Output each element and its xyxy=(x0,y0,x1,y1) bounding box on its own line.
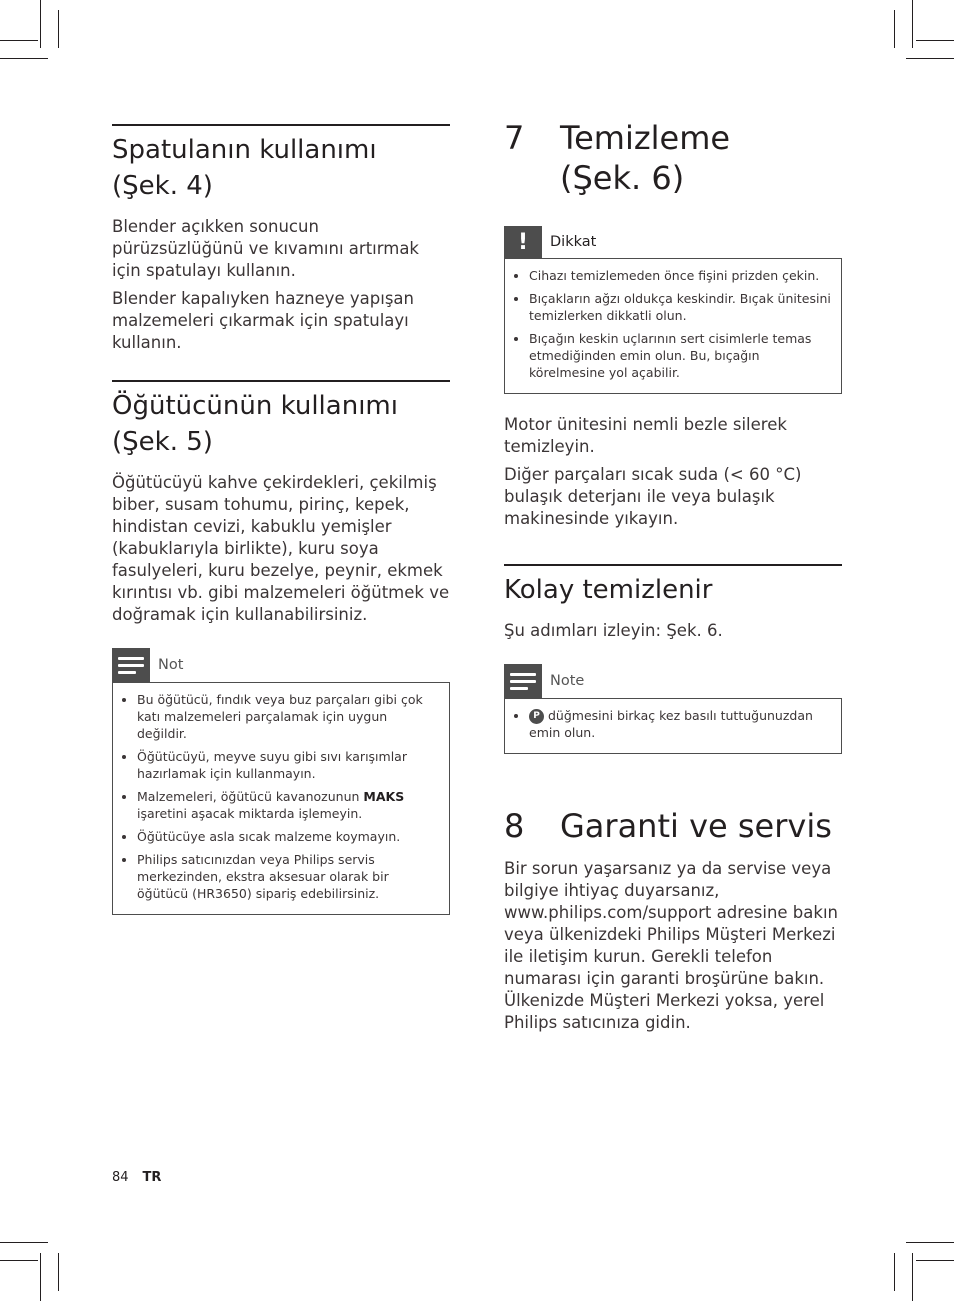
crop-mark xyxy=(0,1242,48,1243)
note-header xyxy=(504,664,842,698)
page-footer xyxy=(112,1170,161,1185)
left-column xyxy=(112,124,450,915)
note-item: • Öğütücüye asla sıcak malzeme koymayın. xyxy=(137,828,439,845)
chapter-title: Garanti ve servis xyxy=(560,807,832,845)
note-icon xyxy=(112,648,150,682)
chapter-number: 7 xyxy=(504,119,525,157)
note-item: • Bu öğütücü, fındık veya buz parçaları gibi çok katı malzemeleri parçalamak için uygun değildir. xyxy=(137,691,439,742)
spatula-heading-line2: (Şek. 4) xyxy=(112,171,213,201)
note-item: • Öğütücüyü, meyve suyu gibi sıvı karışımlar hazırlamak için kullanmayın. xyxy=(137,748,439,782)
spatula-heading xyxy=(112,124,450,204)
caution-header xyxy=(504,226,842,258)
note-item-text: işaretini aşacak miktarda işlemeyin. xyxy=(137,806,363,821)
crop-mark xyxy=(0,1260,38,1261)
grinder-heading-line1: Öğütücünün kullanımı xyxy=(112,391,398,421)
note-body xyxy=(112,682,450,915)
caution-item: • Bıçağın keskin uçlarının sert cisimlerle temas etmediğinden emin olun. Bu, bıçağın körelmesine yol açabilir. xyxy=(529,330,831,381)
note-label: Not xyxy=(158,657,184,673)
spatula-paragraph-2: Blender kapalıyken hazneye yapışan malzemeleri çıkarmak için spatulayı kullanın. xyxy=(112,289,414,352)
chapter-title xyxy=(560,118,730,198)
crop-mark xyxy=(58,10,59,48)
crop-mark xyxy=(916,40,954,41)
crop-mark xyxy=(58,1253,59,1291)
chapter-7-heading xyxy=(504,118,842,198)
language-code: TR xyxy=(142,1170,162,1185)
chapter-title-line1: Temizleme xyxy=(560,119,731,157)
crop-mark xyxy=(894,1253,895,1291)
grinder-paragraph: Öğütücüyü kahve çekirdekleri, çekilmiş biber, susam tohumu, pirinç, kepek, hindistan cevizi, kabuklu yemişler (kabuklarıyla birlikte), kuru soya fasulyeleri, kuru bezelye, peynir, ekmek kırıntısı vb. gibi malzemeleri öğütmek ve doğramak için kullanabilirsiniz. xyxy=(112,473,450,624)
spatula-paragraph-1: Blender açıkken sonucun pürüzsüzlüğünü ve kıvamını artırmak için spatulayı kullanın. xyxy=(112,217,419,280)
caution-label: Dikkat xyxy=(550,234,597,250)
crop-mark xyxy=(40,0,41,48)
spatula-heading-line1: Spatulanın kullanımı xyxy=(112,135,377,165)
chapter-8-heading xyxy=(504,806,842,846)
exclamation-icon: ! xyxy=(504,226,542,258)
note-header xyxy=(112,648,450,682)
note-item xyxy=(529,707,831,741)
cleaning-paragraph-1: Motor ünitesini nemli bezle silerek temizleyin. xyxy=(504,415,787,456)
note-item-text: Malzemeleri, öğütücü kavanozunun xyxy=(137,789,360,804)
crop-mark xyxy=(0,58,48,59)
caution-body xyxy=(504,258,842,394)
caution-item: • Cihazı temizlemeden önce fişini prizden çekin. xyxy=(529,267,831,284)
note-item-text: düğmesini birkaç kez basılı tuttuğunuzdan emin olun. xyxy=(529,708,813,740)
easy-clean-note-box xyxy=(504,664,842,754)
note-body xyxy=(504,698,842,754)
easy-clean-paragraph: Şu adımları izleyin: Şek. 6. xyxy=(504,621,723,640)
crop-mark xyxy=(912,0,913,48)
crop-mark xyxy=(0,40,38,41)
chapter-number: 8 xyxy=(504,807,525,845)
crop-mark xyxy=(906,58,954,59)
page-number: 84 xyxy=(112,1170,129,1185)
note-icon xyxy=(504,664,542,698)
max-mark-text: MAKS xyxy=(363,789,405,804)
crop-mark xyxy=(912,1253,913,1301)
grinder-heading-line2: (Şek. 5) xyxy=(112,427,213,457)
power-button-icon: P xyxy=(529,709,544,724)
crop-mark xyxy=(40,1253,41,1301)
note-label: Note xyxy=(550,673,585,689)
note-item: • Philips satıcınızdan veya Philips servis merkezinden, ekstra aksesuar olarak bir öğütücü (HR3650) sipariş edebilirsiniz. xyxy=(137,851,439,902)
chapter-title-line2: (Şek. 6) xyxy=(560,159,685,197)
easy-clean-heading: Kolay temizlenir xyxy=(504,564,842,608)
crop-mark xyxy=(916,1260,954,1261)
caution-item: • Bıçakların ağzı oldukça keskindir. Bıçak ünitesini temizlerken dikkatli olun. xyxy=(529,290,831,324)
grinder-heading xyxy=(112,380,450,460)
right-column xyxy=(504,118,842,1040)
crop-mark xyxy=(906,1242,954,1243)
note-item xyxy=(137,788,439,822)
grinder-note-box xyxy=(112,648,450,915)
cleaning-paragraph-2: Diğer parçaları sıcak suda (< 60 °C) bulaşık deterjanı ile veya bulaşık makinesinde yıkayın. xyxy=(504,465,802,528)
warranty-paragraph: Bir sorun yaşarsanız ya da servise veya bilgiye ihtiyaç duyarsanız, www.philips.com/support adresine bakın veya ülkenizdeki Philips Müşteri Merkezi ile iletişim kurun. Gerekli telefon numarası için garanti broşürüne bakın. Ülkenizde Müşteri Merkezi yoksa, yerel Philips satıcınıza gidin. xyxy=(504,859,838,1032)
crop-mark xyxy=(894,10,895,48)
